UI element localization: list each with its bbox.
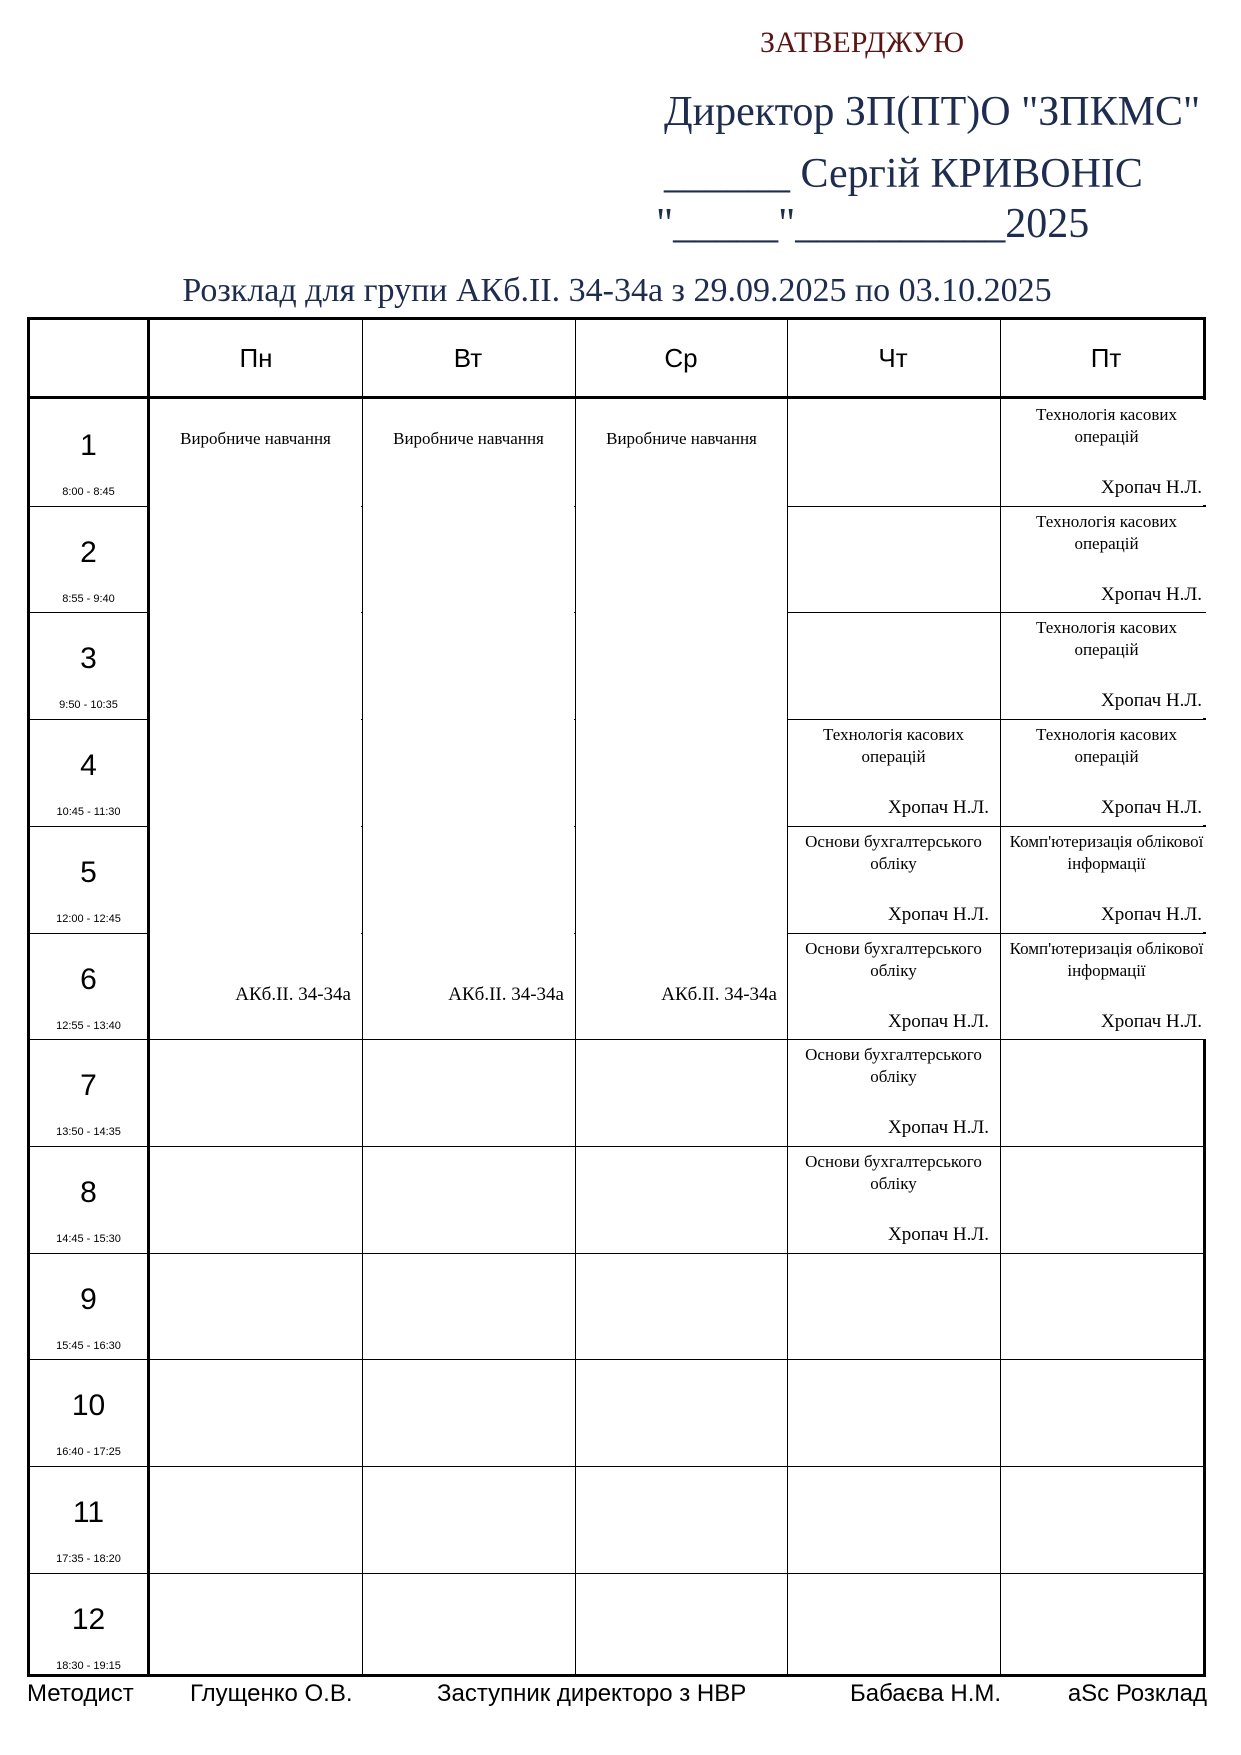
deputy-name: Бабаєва Н.М. — [850, 1680, 1002, 1707]
lesson-cell[interactable] — [788, 720, 999, 825]
period-cell — [30, 1146, 147, 1253]
period-cell — [30, 399, 147, 506]
period-time: 13:50 - 14:35 — [56, 1126, 121, 1138]
deputy-label: Заступник директоро з НВР — [437, 1680, 747, 1707]
period-time: 8:00 - 8:45 — [62, 486, 115, 498]
grid-hline — [30, 1146, 1203, 1147]
grid-hline — [30, 1466, 1203, 1467]
period-time: 14:45 - 15:30 — [56, 1233, 121, 1245]
lesson-cell[interactable] — [1001, 507, 1212, 612]
lesson-subject: Виробниче навчання — [606, 429, 757, 448]
software-credit: aSc Розклад — [1067, 1680, 1207, 1707]
period-number: 2 — [80, 536, 97, 569]
lesson-subject: Технологія касових операцій — [1036, 405, 1177, 446]
day-header-5: Пт — [1090, 342, 1122, 373]
period-time: 9:50 - 10:35 — [59, 699, 118, 711]
period-cell — [30, 719, 147, 826]
lesson-subject: Основи бухгалтерського обліку — [805, 1152, 982, 1193]
lesson-teacher: Хропач Н.Л. — [888, 904, 989, 925]
period-number: 8 — [80, 1176, 97, 1209]
period-time: 18:30 - 19:15 — [56, 1660, 121, 1672]
lesson-teacher: Хропач Н.Л. — [1101, 797, 1202, 818]
grid-hline — [30, 396, 1203, 399]
lesson-cell[interactable] — [1001, 613, 1212, 718]
director-title: Директор ЗП(ПТ)О "ЗПКМС" — [664, 89, 1201, 135]
schedule-title: Розклад для групи АКб.ІІ. 34-34а з 29.09.2025 по 03.10.2025 — [182, 272, 1052, 309]
methodist-label: Методист — [27, 1680, 134, 1707]
period-number: 7 — [80, 1069, 97, 1102]
period-time: 8:55 - 9:40 — [62, 593, 115, 605]
period-cell — [30, 1466, 147, 1573]
day-header-4: Чт — [878, 342, 908, 373]
lesson-subject: Технологія касових операцій — [823, 725, 964, 766]
period-time: 12:00 - 12:45 — [56, 913, 121, 925]
lesson-subject: Комп'ютеризація облікової інформації — [1009, 939, 1204, 980]
period-cell — [30, 826, 147, 933]
lesson-group: АКб.ІІ. 34-34а — [448, 984, 564, 1005]
lesson-cell[interactable] — [788, 1147, 999, 1252]
lesson-subject: Комп'ютеризація облікової інформації — [1009, 832, 1204, 873]
lesson-cell[interactable] — [788, 827, 999, 932]
lesson-cell[interactable] — [1001, 827, 1212, 932]
lesson-cell[interactable] — [788, 934, 999, 1039]
lesson-subject: Основи бухгалтерського обліку — [805, 832, 982, 873]
day-header-2: Вт — [453, 342, 483, 373]
lesson-subject: Основи бухгалтерського обліку — [805, 939, 982, 980]
period-cell — [30, 1573, 147, 1680]
lesson-cell[interactable] — [576, 400, 787, 1038]
lesson-subject: Технологія касових операцій — [1036, 725, 1177, 766]
grid-hline — [30, 1253, 1203, 1254]
methodist-name: Глущенко О.В. — [190, 1680, 353, 1707]
lesson-cell[interactable] — [1001, 720, 1212, 825]
lesson-teacher: Хропач Н.Л. — [1101, 584, 1202, 605]
lesson-teacher: Хропач Н.Л. — [888, 1224, 989, 1245]
period-number: 11 — [72, 1496, 105, 1529]
lesson-teacher: Хропач Н.Л. — [888, 797, 989, 818]
timetable-grid — [27, 317, 1206, 1677]
lesson-teacher: Хропач Н.Л. — [1101, 690, 1202, 711]
lesson-cell[interactable] — [363, 400, 574, 1038]
approve-label: ЗАТВЕРДЖУЮ — [760, 26, 965, 59]
period-time: 15:45 - 16:30 — [56, 1340, 121, 1352]
period-time: 16:40 - 17:25 — [56, 1446, 121, 1458]
period-cell — [30, 612, 147, 719]
period-number: 4 — [80, 749, 97, 782]
lesson-cell[interactable] — [788, 1040, 999, 1145]
period-time: 12:55 - 13:40 — [56, 1020, 121, 1032]
signer-line: ______ Сергій КРИВОНІС — [664, 151, 1143, 197]
period-number: 10 — [71, 1389, 106, 1422]
period-time: 10:45 - 11:30 — [56, 806, 121, 818]
day-header-3: Ср — [664, 342, 698, 373]
day-header-1: Пн — [239, 342, 273, 373]
grid-hline — [30, 1359, 1203, 1360]
period-time: 17:35 - 18:20 — [56, 1553, 121, 1565]
grid-hline — [30, 1573, 1203, 1574]
date-line: "_____"__________2025 — [656, 201, 1090, 247]
lesson-group: АКб.ІІ. 34-34а — [235, 984, 351, 1005]
lesson-teacher: Хропач Н.Л. — [1101, 477, 1202, 498]
lesson-teacher: Хропач Н.Л. — [888, 1011, 989, 1032]
grid-hline — [30, 1039, 1203, 1040]
lesson-teacher: Хропач Н.Л. — [888, 1117, 989, 1138]
lesson-group: АКб.ІІ. 34-34а — [661, 984, 777, 1005]
lesson-teacher: Хропач Н.Л. — [1101, 1011, 1202, 1032]
period-number: 1 — [80, 429, 97, 462]
period-cell — [30, 1039, 147, 1146]
lesson-cell[interactable] — [150, 400, 361, 1038]
period-number: 9 — [80, 1283, 97, 1316]
lesson-subject: Виробниче навчання — [180, 429, 331, 448]
period-number: 5 — [80, 856, 97, 889]
lesson-teacher: Хропач Н.Л. — [1101, 904, 1202, 925]
period-number: 3 — [80, 642, 97, 675]
lesson-subject: Технологія касових операцій — [1036, 512, 1177, 553]
lesson-subject: Основи бухгалтерського обліку — [805, 1045, 982, 1086]
period-cell — [30, 506, 147, 613]
period-number: 12 — [71, 1603, 106, 1636]
period-cell — [30, 933, 147, 1040]
lesson-cell[interactable] — [1001, 934, 1212, 1039]
lesson-cell[interactable] — [1001, 400, 1212, 505]
lesson-subject: Виробниче навчання — [393, 429, 544, 448]
period-cell — [30, 1359, 147, 1466]
lesson-subject: Технологія касових операцій — [1036, 618, 1177, 659]
period-cell — [30, 1253, 147, 1360]
period-number: 6 — [80, 963, 97, 996]
